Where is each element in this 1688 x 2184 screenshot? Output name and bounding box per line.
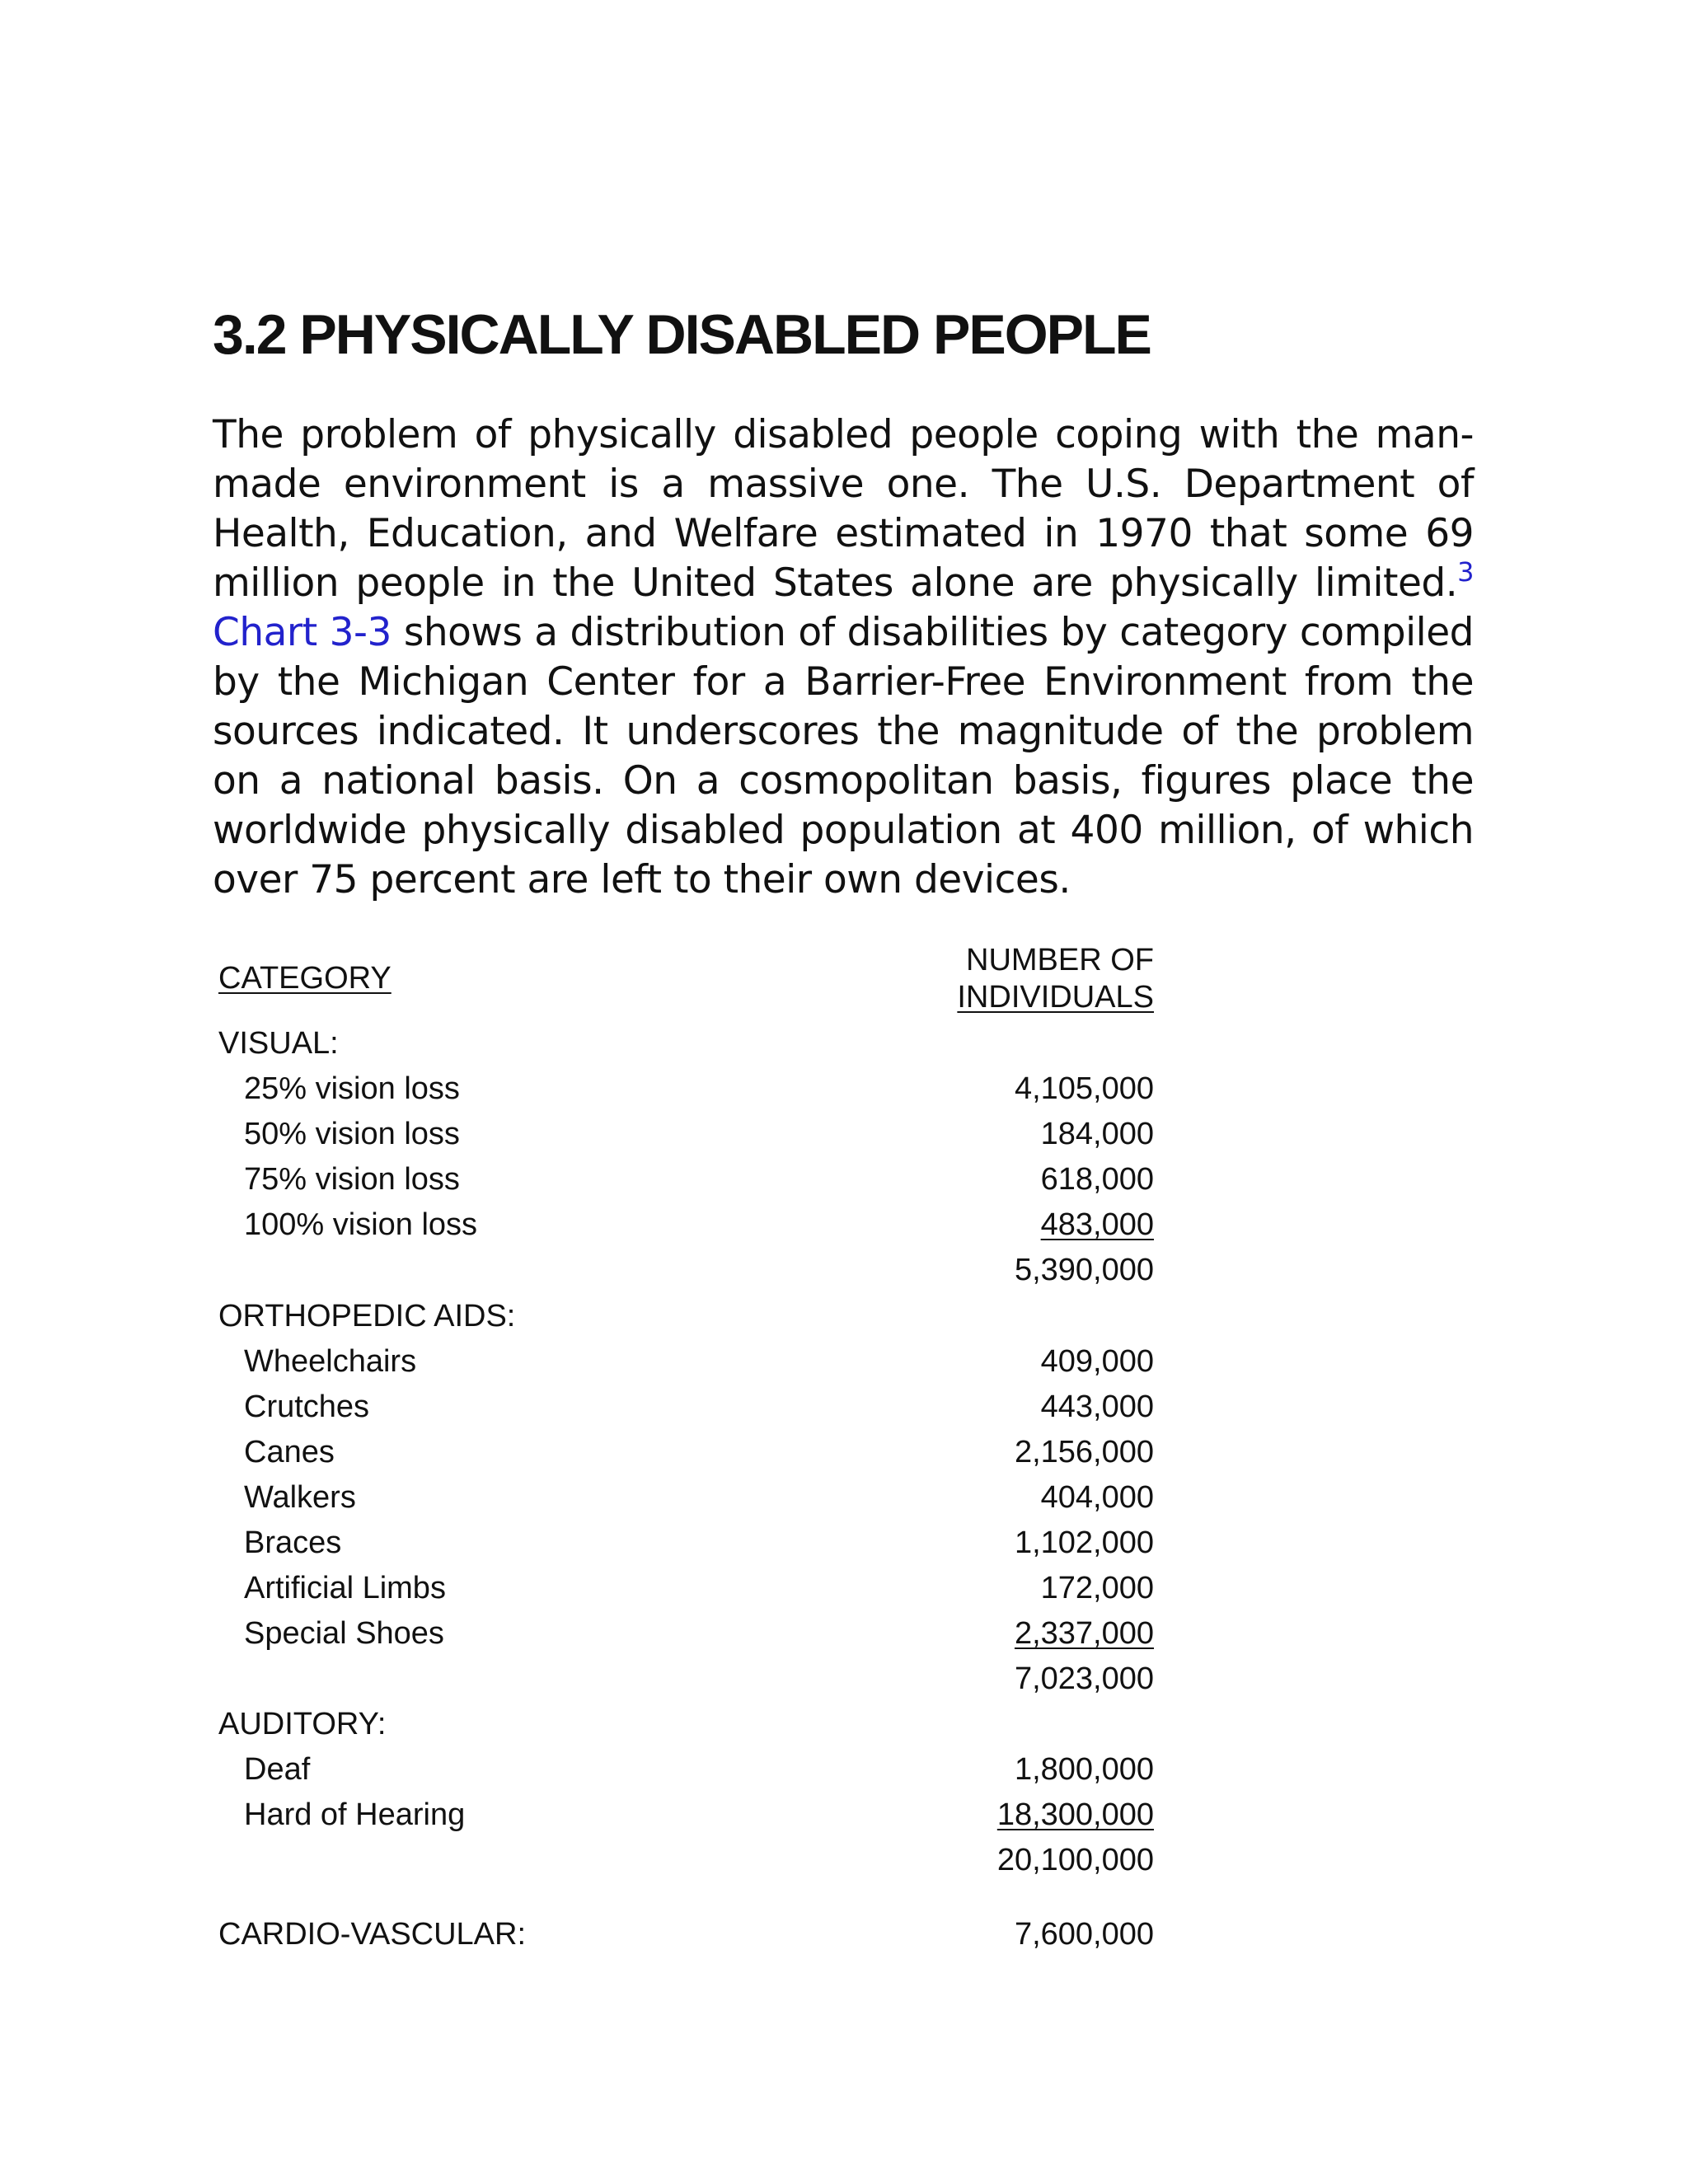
auditory-total: 20,100,000: [996, 1843, 1154, 1877]
table-row-value: 404,000: [1040, 1480, 1154, 1515]
table-row-label: Braces: [244, 1526, 342, 1560]
visual-total: 5,390,000: [1014, 1253, 1154, 1287]
table-row-label: Crutches: [244, 1390, 370, 1424]
table-row-value: 1,102,000: [1014, 1526, 1154, 1560]
table-row-value: 4,105,000: [1014, 1071, 1154, 1106]
paragraph-text-start: The problem of physically disabled people coping with the man-made environment is a massive one. The U.S. Department of Health, Education, and Welfare estimated in 1970 that some 69 million people in the United States alone are physically limited.: [213, 412, 1474, 606]
cardio-value: 7,600,000: [1014, 1917, 1154, 1952]
table-row-label: 100% vision loss: [244, 1207, 478, 1242]
table-row-label: Deaf: [244, 1752, 311, 1787]
visual-section-label: VISUAL:: [218, 1026, 339, 1061]
table-row-value: 443,000: [1040, 1390, 1154, 1424]
orthopedic-section-label: ORTHOPEDIC AIDS:: [218, 1299, 516, 1333]
chart-reference-link[interactable]: Chart 3-3: [213, 610, 392, 655]
table-row-label: 25% vision loss: [244, 1071, 460, 1106]
table-row-label: Hard of Hearing: [244, 1797, 466, 1832]
body-paragraph: [213, 410, 1474, 905]
table-row-value: 172,000: [1040, 1571, 1154, 1605]
table-row-label: Canes: [244, 1435, 335, 1469]
cardio-section-label: CARDIO-VASCULAR:: [218, 1917, 527, 1952]
table-row-label: Wheelchairs: [244, 1344, 417, 1379]
number-header-line2: INDIVIDUALS: [957, 980, 1154, 1015]
table-row-label: Artificial Limbs: [244, 1571, 446, 1605]
table-row-value: 1,800,000: [1014, 1752, 1154, 1787]
table-row-value: 18,300,000: [996, 1797, 1154, 1832]
orthopedic-total: 7,023,000: [1014, 1661, 1154, 1696]
table-row-label: 50% vision loss: [244, 1117, 460, 1151]
table-row-label: Walkers: [244, 1480, 356, 1515]
category-header: CATEGORY: [218, 961, 392, 996]
auditory-section-label: AUDITORY:: [218, 1707, 387, 1741]
table-row-value: 618,000: [1040, 1162, 1154, 1197]
table-row-value: 2,337,000: [1014, 1616, 1154, 1651]
number-header-line1: NUMBER OF: [966, 943, 1154, 977]
table-row-value: 483,000: [1040, 1207, 1154, 1242]
footnote-mark[interactable]: 3: [1457, 556, 1474, 588]
section-heading: 3.2 PHYSICALLY DISABLED PEOPLE: [213, 303, 1151, 366]
table-row-label: Special Shoes: [244, 1616, 444, 1651]
table-row-label: 75% vision loss: [244, 1162, 460, 1197]
table-row-value: 184,000: [1040, 1117, 1154, 1151]
table-row-value: 2,156,000: [1014, 1435, 1154, 1469]
paragraph-text-end: shows a distribution of disabilities by category compiled by the Michigan Center for a Barrier-Free Environment from the sources indicated. It underscores the magnitude of the problem on a national basis. On a cosmopolitan basis, figures place the worldwide physically disabled population at 400 million, of which over 75 percent are left to their own devices.: [213, 610, 1474, 902]
table-row-value: 409,000: [1040, 1344, 1154, 1379]
